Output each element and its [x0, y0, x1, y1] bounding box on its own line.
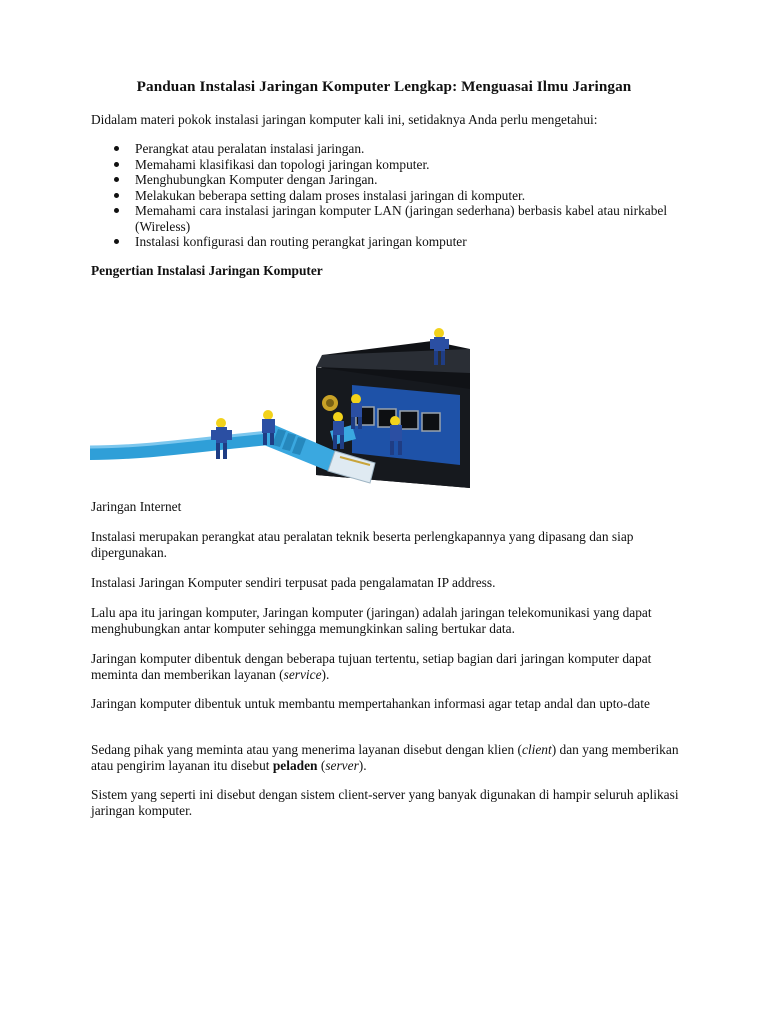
paragraph-4	[91, 651, 681, 682]
document-title: Panduan Instalasi Jaringan Komputer Lengkap: Menguasai Ilmu Jaringan	[136, 78, 632, 95]
paragraph-6-text-c: (	[317, 757, 326, 773]
list-item-text: Memahami klasifikasi dan topologi jaringan komputer.	[135, 156, 430, 172]
list-item	[91, 172, 681, 188]
list-item	[91, 203, 681, 234]
paragraph-6-text-b: ) dan yang memberikan atau pengirim layanan itu disebut	[91, 742, 679, 773]
bullet-dot-icon	[114, 146, 119, 151]
figure-caption: Jaringan Internet	[91, 499, 182, 514]
bullet-list	[91, 141, 681, 250]
paragraph-3: Lalu apa itu jaringan komputer, Jaringan komputer (jaringan) adalah jaringan telekomunikasi yang dapat menghubungkan antar komputer sehingga memungkinkan saling bertukar data.	[91, 605, 652, 636]
service-term: service	[283, 666, 322, 682]
list-item-text: Memahami cara instalasi jaringan komputer LAN (jaringan sederhana) berbasis kabel atau nirkabel (Wireless)	[135, 203, 668, 234]
paragraph-6	[91, 742, 681, 773]
paragraph-4-end: ).	[321, 666, 330, 682]
list-item-text: Perangkat atau peralatan instalasi jaringan.	[135, 141, 365, 156]
paragraph-1: Instalasi merupakan perangkat atau peralatan teknik beserta perlengkapannya yang dipasang dan siap dipergunakan.	[91, 529, 634, 560]
bullet-dot-icon	[114, 208, 119, 213]
list-item	[91, 141, 681, 157]
list-item-text: Menghubungkan Komputer dengan Jaringan.	[135, 172, 378, 187]
bullet-dot-icon	[114, 162, 119, 167]
list-item-text: Instalasi konfigurasi dan routing perangkat jaringan komputer	[135, 234, 467, 249]
section-heading: Pengertian Instalasi Jaringan Komputer	[91, 263, 323, 278]
paragraph-7: Sistem yang seperti ini disebut dengan sistem client-server yang banyak digunakan di hampir seluruh aplikasi jaringan komputer.	[91, 787, 679, 818]
paragraph-6-text-a: Sedang pihak yang meminta atau yang menerima layanan disebut dengan klien (	[91, 742, 522, 757]
paragraph-6-text-d: ).	[358, 757, 367, 773]
bullet-dot-icon	[114, 177, 119, 182]
peladen-term: peladen	[272, 757, 318, 773]
paragraph-2: Instalasi Jaringan Komputer sendiri terpusat pada pengalamatan IP address.	[91, 575, 496, 590]
list-item	[91, 188, 681, 204]
list-item	[91, 234, 681, 250]
bullet-dot-icon	[114, 239, 119, 244]
server-term: server	[325, 757, 359, 773]
list-item-text: Melakukan beberapa setting dalam proses instalasi jaringan di komputer.	[135, 187, 526, 203]
network-illustration	[90, 303, 470, 488]
list-item	[91, 157, 681, 173]
paragraph-4-text: Jaringan komputer dibentuk dengan beberapa tujuan tertentu, setiap bagian dari jaringan komputer dapat meminta dan memberikan layanan (	[91, 651, 652, 682]
intro-paragraph: Didalam materi pokok instalasi jaringan komputer kali ini, setidaknya Anda perlu mengetahui:	[91, 112, 598, 127]
bullet-dot-icon	[114, 193, 119, 198]
paragraph-5: Jaringan komputer dibentuk untuk membantu mempertahankan informasi agar tetap andal dan upto-date	[91, 696, 650, 711]
client-term: client	[521, 742, 552, 757]
